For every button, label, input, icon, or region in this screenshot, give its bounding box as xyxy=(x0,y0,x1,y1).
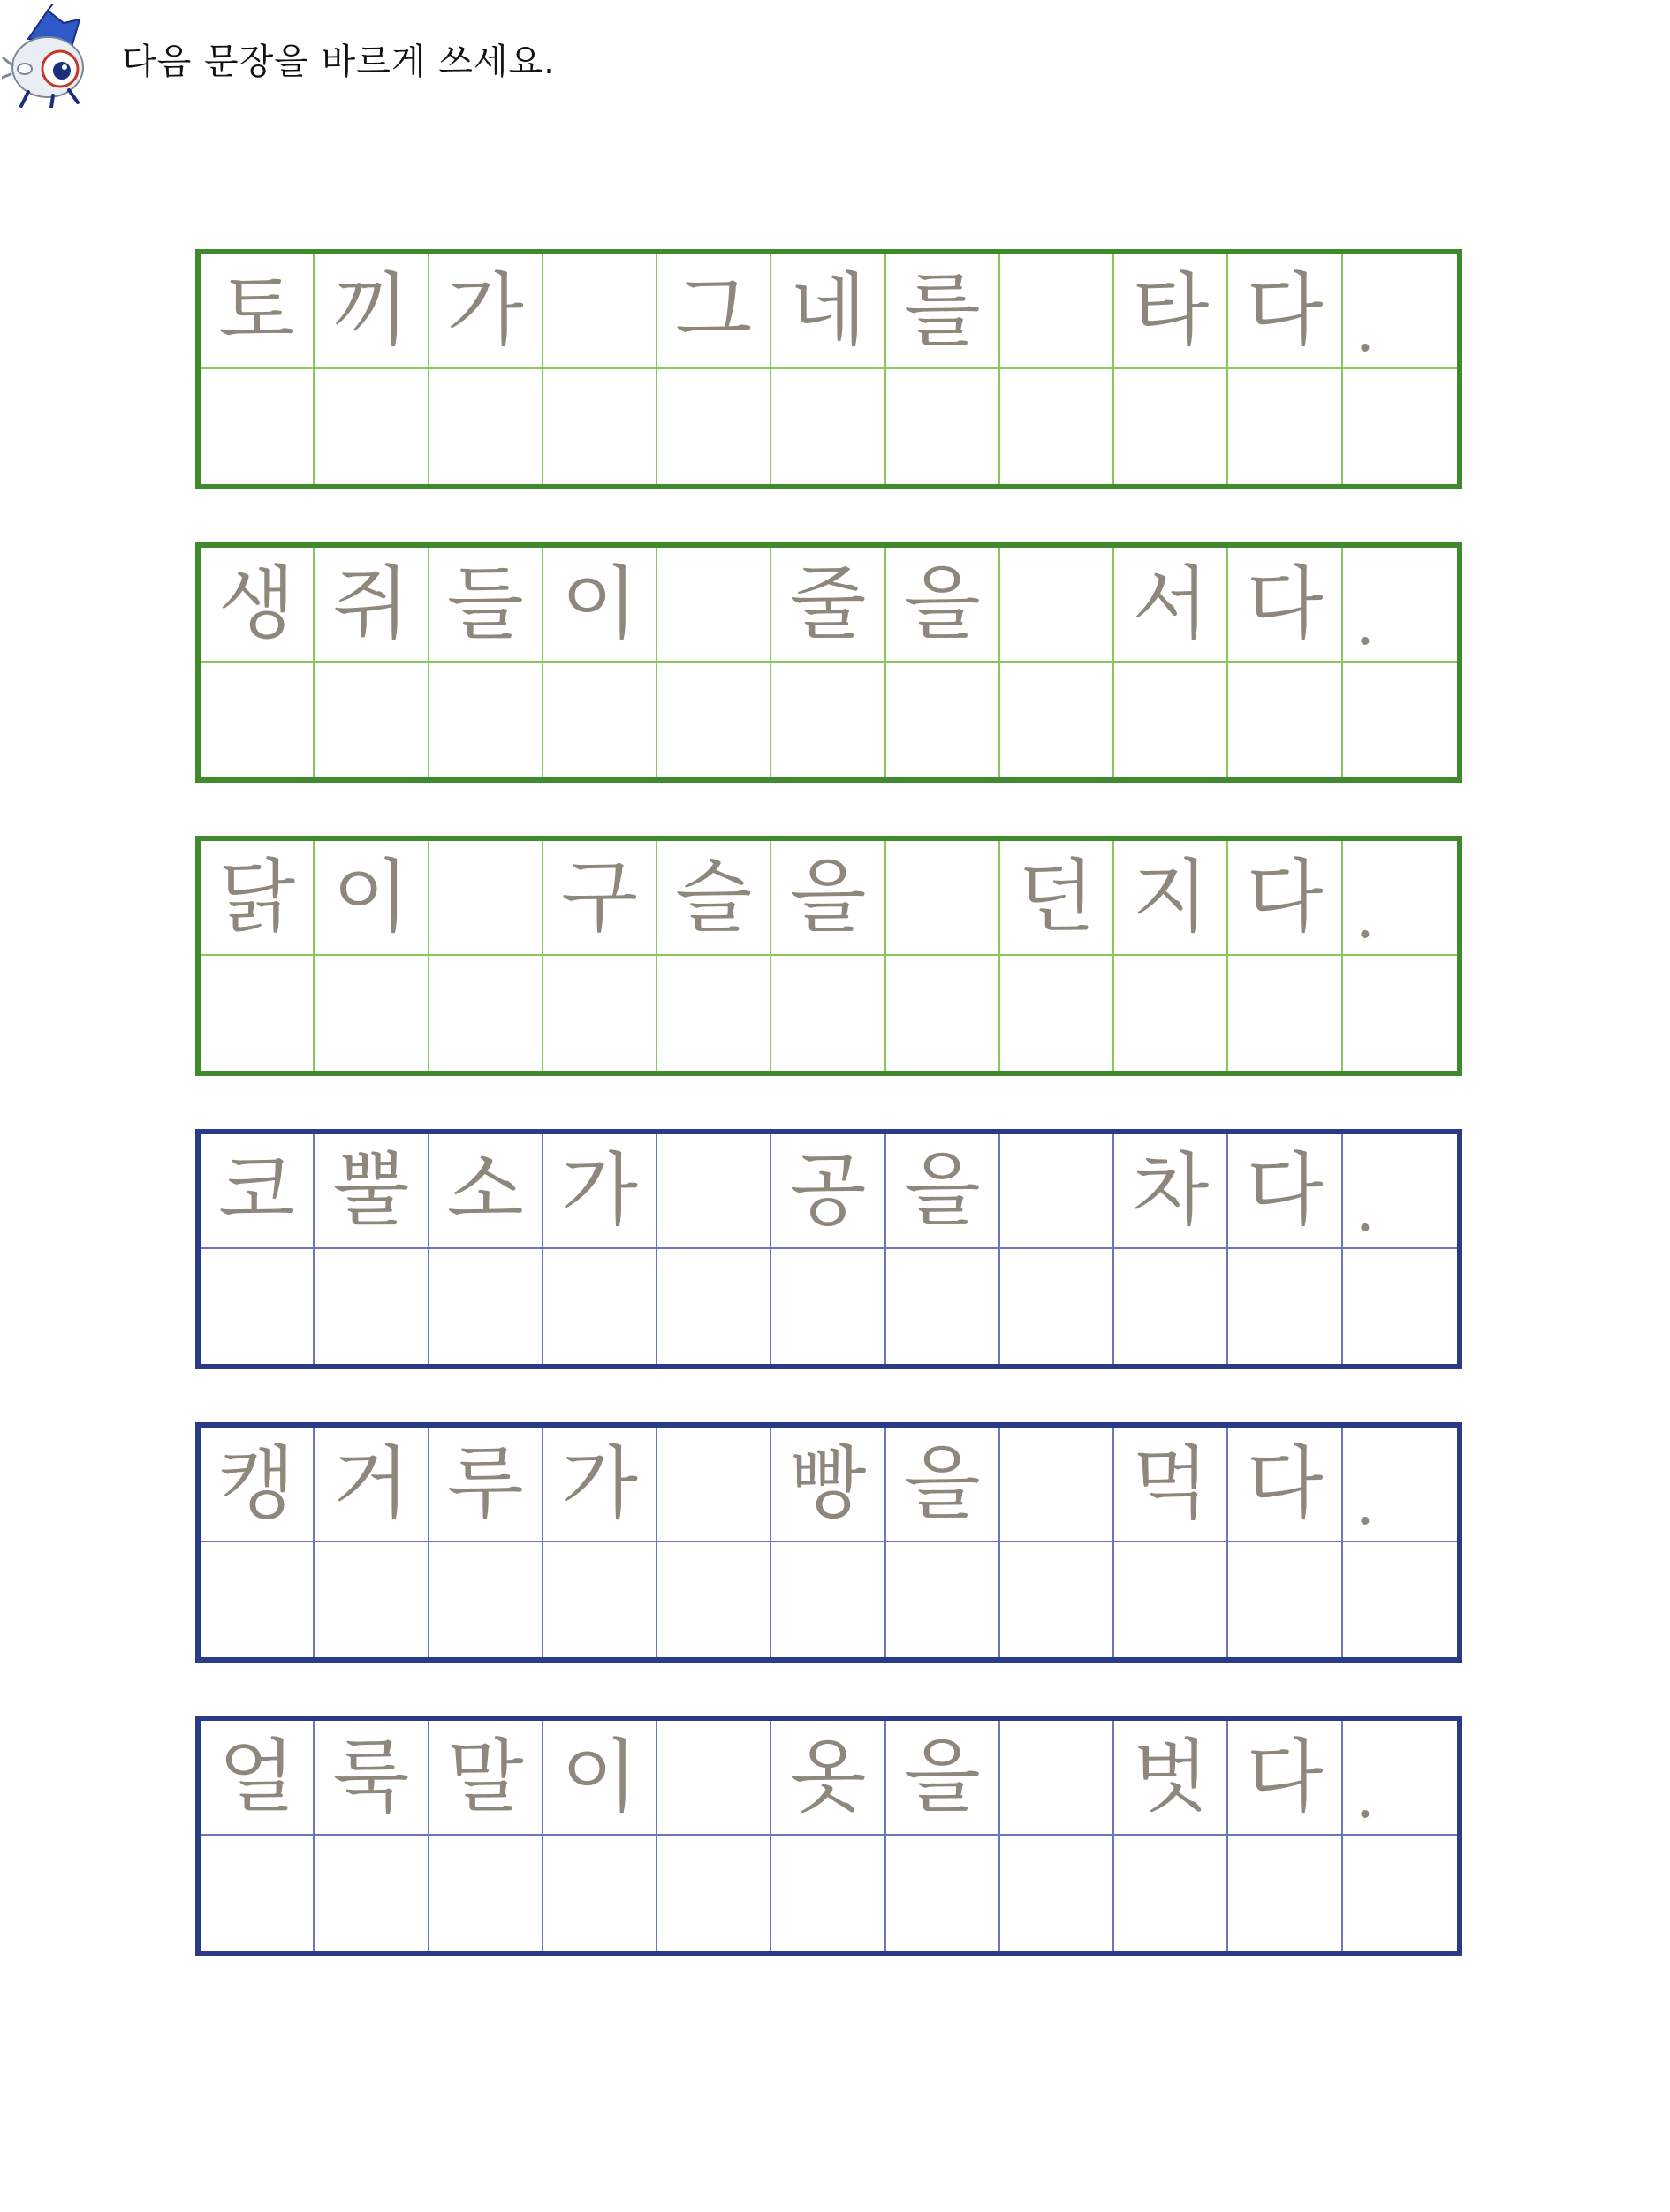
writing-cell[interactable] xyxy=(429,663,543,777)
trace-character: . xyxy=(1343,1134,1457,1249)
trace-character: 을 xyxy=(886,1721,1000,1836)
worksheet-header xyxy=(0,0,1670,141)
trace-character: . xyxy=(1343,841,1457,956)
writing-cell[interactable] xyxy=(886,956,1000,1071)
blank-cell xyxy=(1000,254,1114,369)
writing-cell[interactable] xyxy=(1228,1542,1342,1657)
writing-cell[interactable] xyxy=(657,1249,771,1364)
writing-cell[interactable] xyxy=(201,369,315,484)
trace-character: 구 xyxy=(543,841,657,956)
trace-character: 이 xyxy=(315,841,429,956)
writing-cell[interactable] xyxy=(1228,1249,1342,1364)
writing-cell[interactable] xyxy=(886,1836,1000,1951)
writing-cell[interactable] xyxy=(657,1836,771,1951)
blank-cell xyxy=(1000,1428,1114,1542)
writing-cell[interactable] xyxy=(315,956,429,1071)
trace-character: 뿔 xyxy=(315,1134,429,1249)
practice-grid-3 xyxy=(195,836,1462,1076)
writing-cell[interactable] xyxy=(543,956,657,1071)
writing-cell[interactable] xyxy=(1343,1836,1457,1951)
trace-character: 던 xyxy=(1000,841,1114,956)
writing-cell[interactable] xyxy=(1228,1836,1342,1951)
trace-character: 네 xyxy=(771,254,885,369)
trace-character: 이 xyxy=(543,1721,657,1836)
writing-cell[interactable] xyxy=(771,1542,885,1657)
writing-cell[interactable] xyxy=(1114,369,1228,484)
trace-character: 지 xyxy=(1114,841,1228,956)
practice-grid-6 xyxy=(195,1716,1462,1956)
writing-cell[interactable] xyxy=(201,1249,315,1364)
writing-cell[interactable] xyxy=(201,1542,315,1657)
trace-character: 얼 xyxy=(201,1721,315,1836)
writing-cell[interactable] xyxy=(1343,663,1457,777)
writing-cell[interactable] xyxy=(315,1542,429,1657)
trace-character: 닭 xyxy=(201,841,315,956)
trace-character: 을 xyxy=(886,548,1000,663)
writing-cell[interactable] xyxy=(1343,369,1457,484)
writing-cell[interactable] xyxy=(315,663,429,777)
trace-character: 이 xyxy=(543,548,657,663)
writing-cell[interactable] xyxy=(201,956,315,1071)
practice-grid-1 xyxy=(195,249,1462,489)
writing-cell[interactable] xyxy=(657,369,771,484)
trace-character: 을 xyxy=(771,841,885,956)
writing-cell[interactable] xyxy=(771,1249,885,1364)
writing-cell[interactable] xyxy=(771,1836,885,1951)
writing-cell[interactable] xyxy=(1114,956,1228,1071)
writing-cell[interactable] xyxy=(1343,956,1457,1071)
trace-character: 공 xyxy=(771,1134,885,1249)
trace-character: 다 xyxy=(1228,1428,1342,1542)
trace-character: 거 xyxy=(315,1428,429,1542)
writing-cell[interactable] xyxy=(543,1836,657,1951)
writing-cell[interactable] xyxy=(543,1542,657,1657)
writing-cell[interactable] xyxy=(1228,369,1342,484)
writing-cell[interactable] xyxy=(543,1249,657,1364)
trace-character: 쥐 xyxy=(315,548,429,663)
practice-grid-4 xyxy=(195,1129,1462,1369)
blank-cell xyxy=(657,1721,771,1836)
writing-cell[interactable] xyxy=(201,1836,315,1951)
writing-cell[interactable] xyxy=(886,369,1000,484)
writing-cell[interactable] xyxy=(771,956,885,1071)
blank-cell xyxy=(429,841,543,956)
writing-cell[interactable] xyxy=(1343,1542,1457,1657)
blank-cell xyxy=(657,1134,771,1249)
writing-cell[interactable] xyxy=(657,956,771,1071)
trace-character: . xyxy=(1343,1428,1457,1542)
writing-cell[interactable] xyxy=(1114,1836,1228,1951)
writing-cell[interactable] xyxy=(429,956,543,1071)
writing-cell[interactable] xyxy=(1000,663,1114,777)
writing-cell[interactable] xyxy=(1000,1836,1114,1951)
writing-cell[interactable] xyxy=(429,1249,543,1364)
blank-cell xyxy=(657,548,771,663)
writing-cell[interactable] xyxy=(1114,1542,1228,1657)
trace-character: 생 xyxy=(201,548,315,663)
writing-cell[interactable] xyxy=(1000,956,1114,1071)
trace-character: 코 xyxy=(201,1134,315,1249)
writing-cell[interactable] xyxy=(1343,1249,1457,1364)
mascot-character-icon xyxy=(2,4,90,108)
trace-character: 벗 xyxy=(1114,1721,1228,1836)
trace-character: 그 xyxy=(657,254,771,369)
trace-character: 캥 xyxy=(201,1428,315,1542)
trace-character: 다 xyxy=(1228,548,1342,663)
trace-character: 가 xyxy=(543,1134,657,1249)
trace-character: 차 xyxy=(1114,1134,1228,1249)
blank-cell xyxy=(1000,548,1114,663)
trace-character: 을 xyxy=(886,1134,1000,1249)
writing-cell[interactable] xyxy=(315,369,429,484)
trace-character: 가 xyxy=(429,254,543,369)
practice-grid-2 xyxy=(195,542,1462,783)
trace-character: 말 xyxy=(429,1721,543,1836)
writing-cell[interactable] xyxy=(886,663,1000,777)
blank-cell xyxy=(1000,1134,1114,1249)
trace-character: 룩 xyxy=(315,1721,429,1836)
trace-character: 타 xyxy=(1114,254,1228,369)
writing-cell[interactable] xyxy=(429,1542,543,1657)
blank-cell xyxy=(657,1428,771,1542)
trace-character: 서 xyxy=(1114,548,1228,663)
trace-character: 먹 xyxy=(1114,1428,1228,1542)
writing-cell[interactable] xyxy=(315,1249,429,1364)
writing-cell[interactable] xyxy=(201,663,315,777)
trace-character: 다 xyxy=(1228,841,1342,956)
trace-character: 가 xyxy=(543,1428,657,1542)
trace-character: 끼 xyxy=(315,254,429,369)
writing-cell[interactable] xyxy=(1000,1542,1114,1657)
writing-cell[interactable] xyxy=(1114,663,1228,777)
blank-cell xyxy=(1000,1721,1114,1836)
writing-cell[interactable] xyxy=(1228,956,1342,1071)
writing-cell[interactable] xyxy=(543,369,657,484)
trace-character: 를 xyxy=(886,254,1000,369)
writing-cell[interactable] xyxy=(657,663,771,777)
trace-character: 을 xyxy=(886,1428,1000,1542)
writing-cell[interactable] xyxy=(429,1836,543,1951)
trace-character: 옷 xyxy=(771,1721,885,1836)
trace-character: 루 xyxy=(429,1428,543,1542)
trace-character: . xyxy=(1343,548,1457,663)
trace-character: 토 xyxy=(201,254,315,369)
trace-character: 줄 xyxy=(771,548,885,663)
trace-character: 소 xyxy=(429,1134,543,1249)
instruction-text: 다음 문장을 바르게 쓰세요. xyxy=(122,42,556,82)
writing-cell[interactable] xyxy=(429,369,543,484)
trace-character: 다 xyxy=(1228,1134,1342,1249)
trace-character: . xyxy=(1343,1721,1457,1836)
trace-character: 다 xyxy=(1228,1721,1342,1836)
writing-cell[interactable] xyxy=(1000,369,1114,484)
writing-cell[interactable] xyxy=(657,1542,771,1657)
writing-cell[interactable] xyxy=(771,663,885,777)
trace-character: 빵 xyxy=(771,1428,885,1542)
trace-character: 다 xyxy=(1228,254,1342,369)
writing-cell[interactable] xyxy=(315,1836,429,1951)
blank-cell xyxy=(543,254,657,369)
trace-character: 슬 xyxy=(657,841,771,956)
writing-cell[interactable] xyxy=(886,1249,1000,1364)
writing-cell[interactable] xyxy=(1000,1249,1114,1364)
writing-cell[interactable] xyxy=(1114,1249,1228,1364)
writing-cell[interactable] xyxy=(1228,663,1342,777)
blank-cell xyxy=(886,841,1000,956)
practice-grid-5 xyxy=(195,1422,1462,1663)
writing-cell[interactable] xyxy=(886,1542,1000,1657)
writing-cell[interactable] xyxy=(543,663,657,777)
writing-cell[interactable] xyxy=(771,369,885,484)
trace-character: . xyxy=(1343,254,1457,369)
trace-character: 들 xyxy=(429,548,543,663)
